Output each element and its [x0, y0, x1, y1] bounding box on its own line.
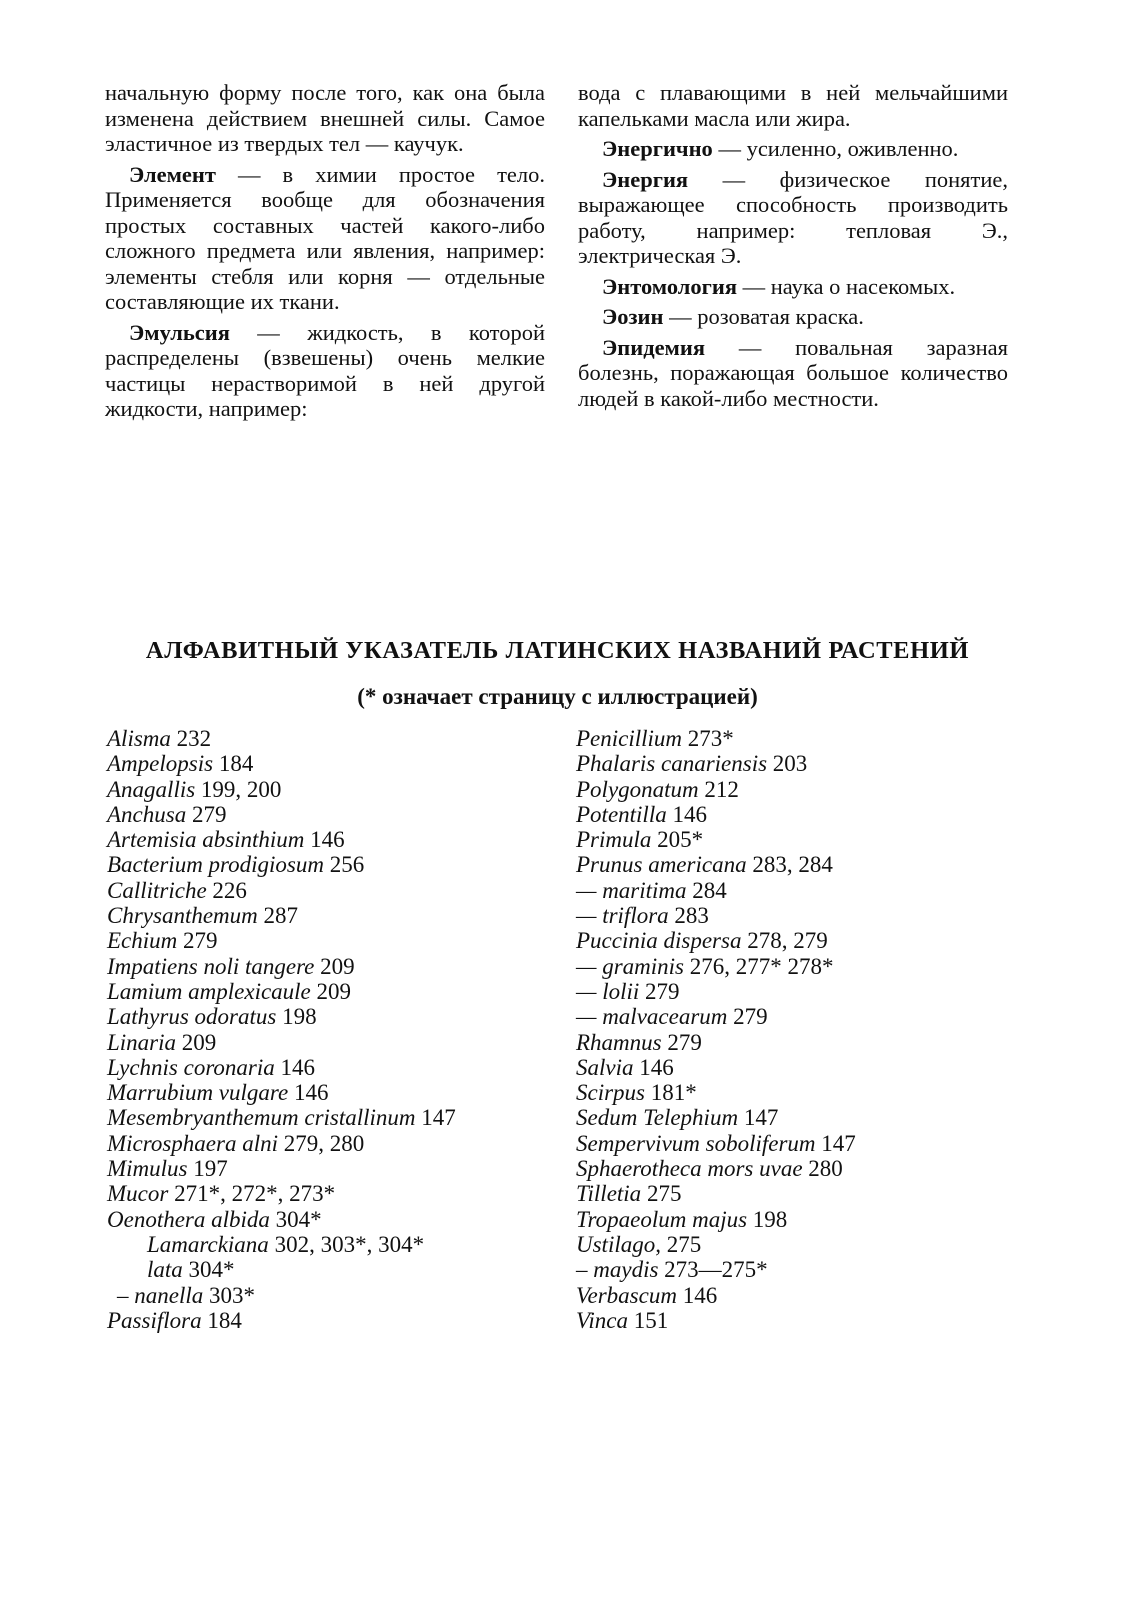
index-entry	[107, 1207, 456, 1232]
index-entry	[107, 777, 456, 802]
index-entry	[107, 928, 456, 953]
index-page-numbers: 151	[633, 1307, 669, 1333]
index-page-numbers: 209	[320, 953, 355, 979]
index-page-numbers: 146	[639, 1054, 674, 1080]
index-page-numbers: 181*	[650, 1080, 697, 1106]
index-entry	[107, 1232, 456, 1257]
glossary-entry	[578, 274, 1008, 300]
index-page-numbers: 146	[280, 1054, 316, 1080]
index-page-numbers: 147	[821, 1130, 856, 1156]
index-page-numbers: 199, 200	[200, 776, 282, 802]
glossary-entry	[578, 136, 1008, 162]
index-plant-name: Microsphaera alni	[107, 1130, 278, 1156]
glossary-term: Энтомология	[602, 273, 738, 299]
index-column-left	[107, 726, 456, 1333]
index-page-numbers: 198	[282, 1004, 317, 1030]
index-page-numbers: 232	[176, 726, 212, 751]
index-page-numbers: 304*	[188, 1257, 235, 1283]
index-plant-name: Oenothera albida	[107, 1206, 270, 1232]
index-plant-name: Chrysanthemum	[107, 903, 258, 929]
index-plant-name: Salvia	[576, 1054, 634, 1080]
index-entry	[107, 827, 456, 852]
index-entry	[576, 903, 856, 928]
index-entry	[107, 1004, 456, 1029]
index-plant-name: Sphaerotheca mors uvae	[576, 1156, 803, 1182]
index-page-numbers: 275	[646, 1181, 682, 1207]
index-plant-name: Rhamnus	[576, 1029, 662, 1055]
index-plant-name: Lamium amplexicaule	[107, 978, 311, 1004]
index-plant-name: Lamarckiana	[147, 1231, 269, 1257]
index-entry	[576, 726, 856, 751]
index-plant-name: Artemisia absinthium	[107, 827, 305, 853]
index-entry	[107, 979, 456, 1004]
index-page-numbers: 304*	[275, 1206, 322, 1232]
index-entry	[576, 751, 856, 776]
glossary-entry	[105, 162, 545, 315]
index-page-numbers: 275	[666, 1231, 702, 1257]
index-plant-name: Sempervivum soboliferum	[576, 1130, 816, 1156]
index-page-numbers: 283	[674, 903, 709, 929]
glossary-definition: — наука о насекомых.	[737, 273, 956, 299]
glossary-definition: — жидкость, в которой распределены (взвешены) очень мелкие частицы нерастворимой в ней другой жидкости, например:	[105, 319, 545, 421]
index-plant-name: Polygonatum	[576, 776, 699, 802]
index-plant-name: Alisma	[107, 726, 171, 751]
glossary-term: Энергия	[602, 166, 689, 192]
glossary-term: Эпидемия	[602, 334, 706, 360]
index-plant-name: Tropaeolum majus	[576, 1206, 748, 1232]
index-page-numbers: 279	[645, 978, 680, 1004]
index-page-numbers: 184	[218, 751, 254, 777]
index-entry	[107, 1308, 456, 1333]
index-page-numbers: 146	[682, 1282, 718, 1308]
index-plant-name: Mimulus	[107, 1156, 188, 1182]
glossary-entry	[105, 320, 545, 422]
index-plant-name: Lathyrus odoratus	[107, 1004, 277, 1030]
index-entry	[576, 1283, 856, 1308]
index-plant-name: Linaria	[107, 1029, 177, 1055]
glossary-column-right	[578, 80, 1008, 411]
index-page-numbers: 273—275*	[664, 1257, 768, 1283]
index-plant-name: – nanella	[117, 1282, 204, 1308]
index-entry	[107, 878, 456, 903]
index-plant-name: lata	[147, 1257, 183, 1283]
glossary-term: Элемент	[129, 161, 216, 187]
index-page-numbers: 256	[329, 852, 365, 878]
glossary-entry	[578, 167, 1008, 269]
index-page-numbers: 197	[193, 1156, 228, 1182]
index-page-numbers: 146	[672, 801, 707, 827]
glossary-definition: начальную форму после того, как она была изменена действием внешней силы. Самое эластичное из твердых тел — каучук.	[105, 80, 545, 156]
index-plant-name: Callitriche	[107, 877, 207, 903]
glossary-term: Эмульсия	[129, 319, 230, 345]
index-page-numbers: 279	[733, 1004, 768, 1030]
index-entry	[107, 1080, 456, 1105]
glossary-definition: — повальная заразная болезнь, поражающая большое количество людей в какой-либо местности.	[578, 334, 1008, 411]
glossary-term: Эозин	[602, 304, 664, 329]
index-subtitle: (* означает страницу с иллюстрацией)	[357, 684, 758, 709]
index-page-numbers: 283, 284	[752, 852, 833, 878]
index-page-numbers: 302, 303*, 304*	[274, 1231, 425, 1257]
index-page-numbers: 280	[808, 1156, 843, 1182]
glossary-definition: — физическое понятие, выражающее способность производить работу, например: тепловая Э., электрическая Э.	[578, 166, 1008, 268]
index-plant-name: Potentilla	[576, 801, 667, 827]
index-plant-name: Mesembryanthemum cristallinum	[107, 1105, 416, 1131]
index-entry	[107, 903, 456, 928]
index-entry	[576, 1004, 856, 1029]
index-page-numbers: 203	[772, 751, 808, 777]
index-entry	[576, 802, 856, 827]
index-entry	[576, 1257, 856, 1282]
index-entry	[576, 1080, 856, 1105]
index-page-numbers: 184	[207, 1307, 242, 1333]
index-entry	[576, 1308, 856, 1333]
index-page-numbers: 276, 277* 278*	[689, 953, 834, 979]
index-entry	[576, 1232, 856, 1257]
index-page-numbers: 284	[692, 877, 727, 903]
glossary-entry	[578, 304, 1008, 330]
index-page-numbers: 226	[212, 877, 247, 903]
index-plant-name: Scirpus	[576, 1080, 645, 1106]
index-plant-name: Anagallis	[107, 776, 196, 802]
index-page-numbers: 279	[667, 1029, 702, 1055]
index-plant-name: Bacterium prodigiosum	[107, 852, 324, 878]
index-plant-name: Prunus americana	[576, 852, 747, 878]
glossary-entry	[105, 80, 545, 157]
glossary-entry	[578, 335, 1008, 412]
index-entry	[107, 751, 456, 776]
index-page-numbers: 271*, 272*, 273*	[174, 1181, 336, 1207]
index-entry	[107, 1257, 456, 1282]
index-plant-name: Echium	[107, 928, 178, 954]
index-plant-name: Mucor	[107, 1181, 169, 1207]
index-plant-name: — graminis	[576, 953, 684, 979]
index-plant-name: Impatiens noli tangere	[107, 953, 315, 979]
index-plant-name: — malvacearum	[576, 1004, 728, 1030]
index-title: АЛФАВИТНЫЙ УКАЗАТЕЛЬ ЛАТИНСКИХ НАЗВАНИЙ РАСТЕНИЙ	[145, 637, 970, 664]
index-entry	[107, 954, 456, 979]
glossary-definition: — усиленно, оживленно.	[712, 136, 959, 161]
index-page-numbers: 147	[743, 1105, 779, 1131]
index-entry	[576, 1055, 856, 1080]
glossary-column-left	[105, 80, 545, 422]
glossary-term: Энергично	[602, 136, 713, 161]
index-plant-name: Phalaris canariensis	[576, 751, 768, 777]
index-page-numbers: 303*	[209, 1282, 255, 1308]
index-entry	[576, 1030, 856, 1055]
index-plant-name: Ampelopsis	[107, 751, 214, 777]
index-entry	[576, 852, 856, 877]
index-entry	[107, 852, 456, 877]
index-entry	[576, 1131, 856, 1156]
index-plant-name: — maritima	[576, 877, 687, 903]
index-entry	[107, 1181, 456, 1206]
index-plant-name: Lychnis coronaria	[107, 1054, 275, 1080]
index-page-numbers: 146	[293, 1080, 329, 1106]
index-entry	[576, 1207, 856, 1232]
index-plant-name: — triflora	[576, 903, 669, 929]
index-entry	[107, 1055, 456, 1080]
index-plant-name: Verbascum	[576, 1282, 677, 1308]
index-plant-name: Ustilago,	[576, 1231, 661, 1257]
index-entry	[576, 1156, 856, 1181]
index-entry	[576, 777, 856, 802]
index-entry	[576, 928, 856, 953]
index-entry	[576, 878, 856, 903]
glossary-definition: — розоватая краска.	[663, 304, 864, 329]
glossary-definition: вода с плавающими в ней мельчайшими капельками масла или жира.	[578, 80, 1008, 131]
index-entry	[576, 954, 856, 979]
index-page-numbers: 198	[752, 1206, 788, 1232]
index-entry	[107, 1030, 456, 1055]
index-entry	[576, 1105, 856, 1130]
index-entry	[107, 726, 456, 751]
index-plant-name: Vinca	[576, 1307, 628, 1333]
glossary-entry	[578, 80, 1008, 131]
index-entry	[107, 1105, 456, 1130]
index-page-numbers: 212	[704, 776, 739, 802]
index-entry	[107, 1131, 456, 1156]
index-page-numbers: 147	[421, 1105, 456, 1131]
index-plant-name: Puccinia dispersa	[576, 928, 742, 954]
index-plant-name: Primula	[576, 827, 652, 853]
index-entry	[107, 1156, 456, 1181]
index-plant-name: Tilletia	[576, 1181, 642, 1207]
index-page-numbers: 205*	[657, 827, 704, 853]
index-plant-name: Passiflora	[107, 1307, 202, 1333]
index-page-numbers: 279	[191, 801, 227, 827]
index-plant-name: Anchusa	[107, 801, 187, 827]
index-entry	[576, 979, 856, 1004]
index-entry	[107, 1283, 456, 1308]
index-plant-name: – maydis	[576, 1257, 659, 1283]
index-entry	[107, 802, 456, 827]
index-entry	[576, 827, 856, 852]
index-page-numbers: 273*	[687, 726, 734, 751]
index-plant-name: Penicillium	[576, 726, 683, 751]
index-page-numbers: 278, 279	[747, 928, 828, 954]
index-plant-name: Sedum Telephium	[576, 1105, 739, 1131]
index-page-numbers: 279	[183, 928, 218, 954]
index-plant-name: Marrubium vulgare	[107, 1080, 289, 1106]
index-column-right	[576, 726, 856, 1333]
index-page-numbers: 287	[263, 903, 299, 929]
index-entry	[576, 1181, 856, 1206]
index-page-numbers: 209	[181, 1029, 217, 1055]
index-page-numbers: 146	[310, 827, 345, 853]
index-page-numbers: 209	[316, 978, 352, 1004]
glossary-definition: — в химии простое тело. Применяется вообще для обозначения простых составных частей какого-либо сложного предмета или явления, например: элементы стебля или корня — отдельные составляющие их ткани.	[105, 161, 545, 314]
index-page-numbers: 279, 280	[283, 1130, 365, 1156]
index-plant-name: — lolii	[576, 978, 640, 1004]
